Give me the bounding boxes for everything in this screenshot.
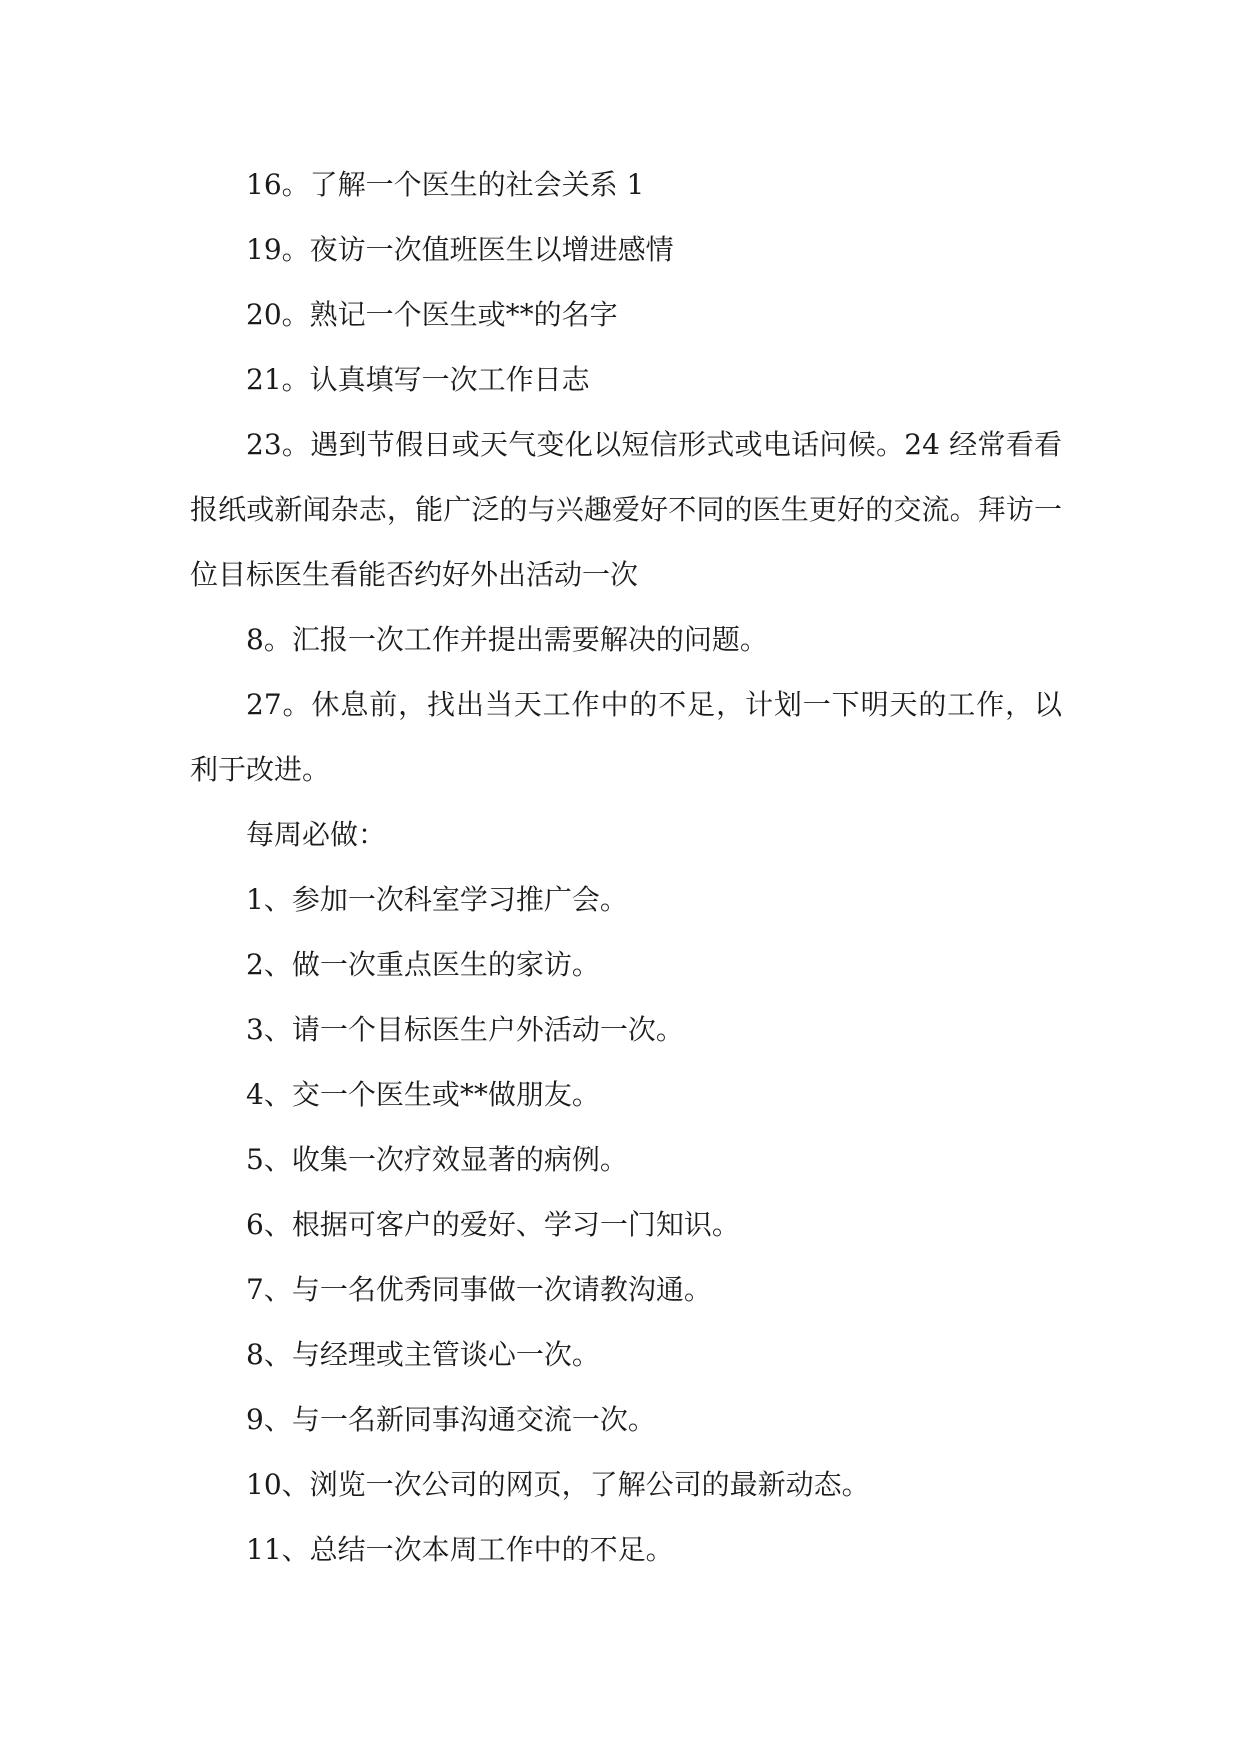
list-item: 2、做一次重点医生的家访。 (246, 948, 600, 981)
list-item: 7、与一名优秀同事做一次请教沟通。 (246, 1273, 712, 1306)
paragraph: 8。汇报一次工作并提出需要解决的问题。 (246, 623, 768, 656)
paragraph: 16。了解一个医生的社会关系 1 (246, 168, 645, 201)
list-item: 9、与一名新同事沟通交流一次。 (246, 1403, 656, 1436)
list-item: 3、请一个目标医生户外活动一次。 (246, 1013, 684, 1046)
paragraph: 19。夜访一次值班医生以增进感情 (246, 233, 674, 266)
paragraph: 21。认真填写一次工作日志 (246, 363, 590, 396)
paragraph: 23。遇到节假日或天气变化以短信形式或电话问候。24 经常看看报纸或新闻杂志，能广泛的与兴趣爱好不同的医生更好的交流。拜访一位目标医生看能否约好外出活动一次 (190, 428, 1062, 591)
list-item: 8、与经理或主管谈心一次。 (246, 1338, 600, 1371)
list-item: 10、浏览一次公司的网页，了解公司的最新动态。 (246, 1468, 870, 1501)
list-item: 1、参加一次科室学习推广会。 (246, 883, 628, 916)
section-heading: 每周必做： (246, 818, 387, 851)
list-item: 11、总结一次本周工作中的不足。 (246, 1533, 674, 1566)
paragraph: 20。熟记一个医生或**的名字 (246, 298, 618, 331)
paragraph: 27。休息前，找出当天工作中的不足，计划一下明天的工作，以利于改进。 (190, 688, 1062, 786)
list-item: 4、交一个医生或**做朋友。 (246, 1078, 600, 1111)
document-body (190, 152, 1062, 1582)
list-item: 5、收集一次疗效显著的病例。 (246, 1143, 628, 1176)
list-item: 6、根据可客户的爱好、学习一门知识。 (246, 1208, 740, 1241)
